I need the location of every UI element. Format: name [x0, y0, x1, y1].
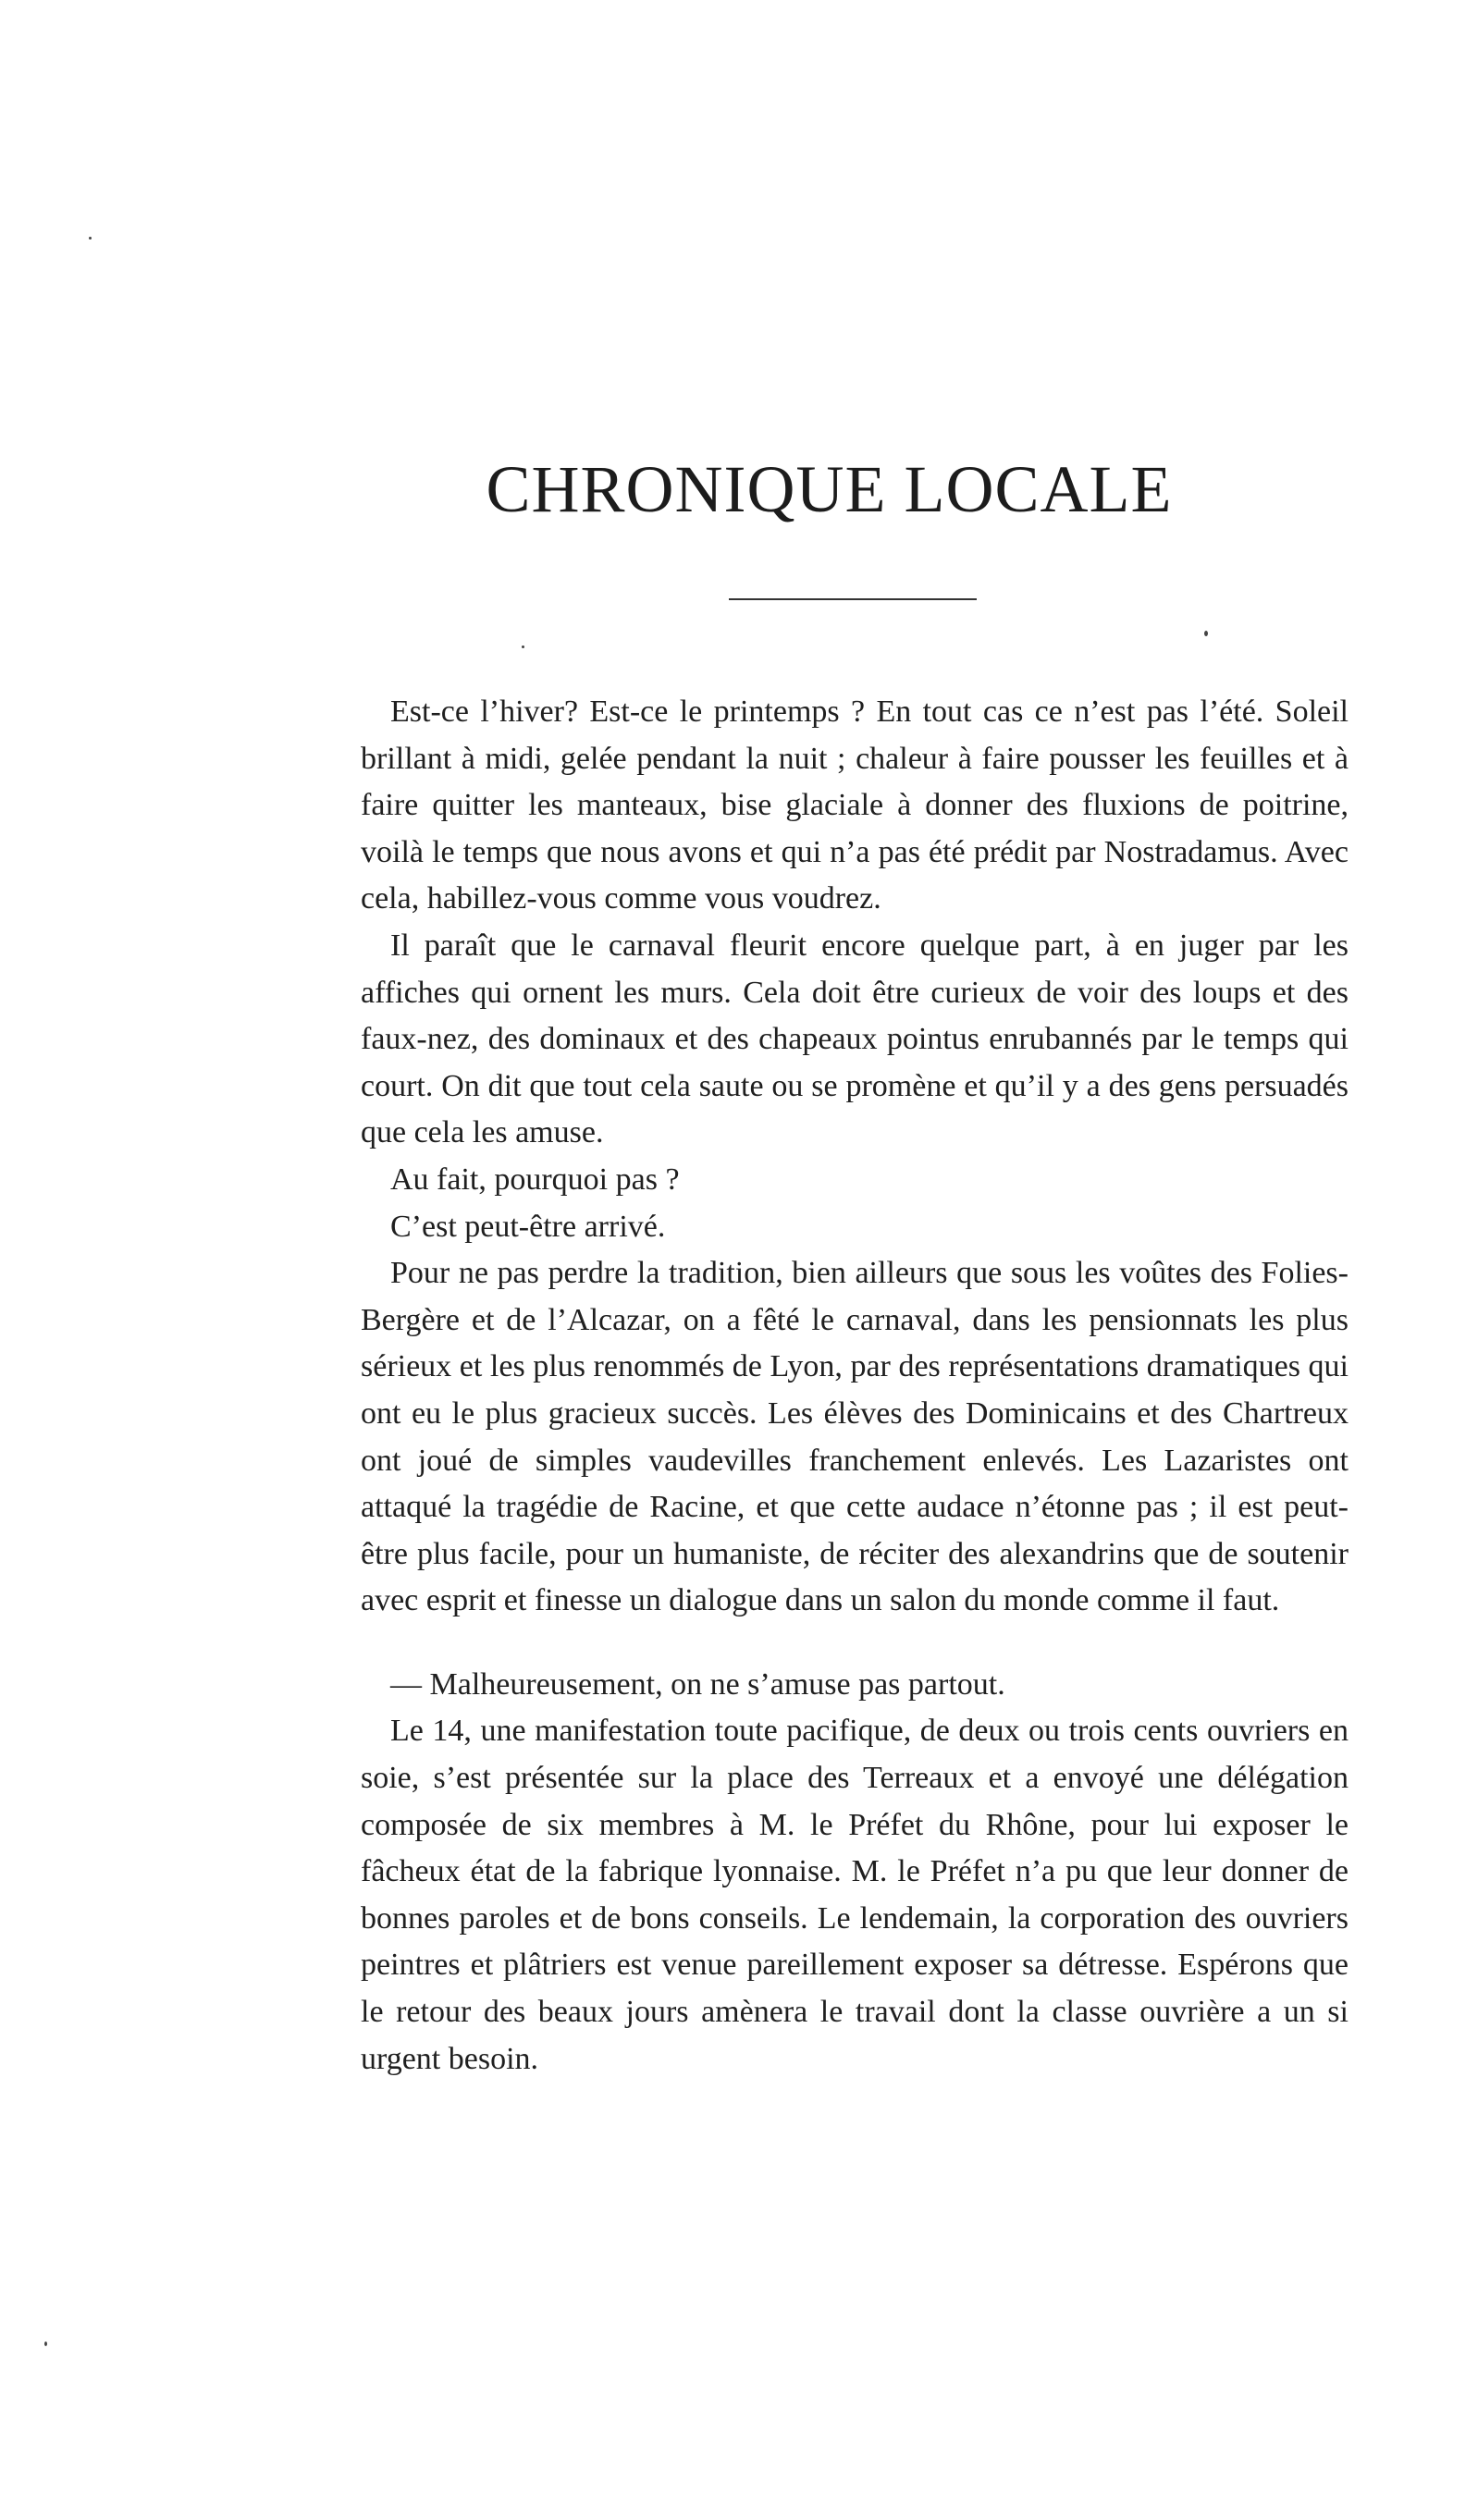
paragraph: — Malheureusement, on ne s’amuse pas partout.	[390, 1666, 1005, 1702]
paragraph: Au fait, pourquoi pas ?	[390, 1162, 680, 1197]
print-speck	[89, 237, 92, 240]
paragraph: Il paraît que le carnaval fleurit encore quelque part, à en juger par les affiches qui ornent les murs. Cela doit être curieux de voir des loups et des faux-nez, des dominaux et des chapeaux pointus enrubannés par le temps qui court. On dit que tout cela saute ou se promène et qu’il y a des gens persuadés que cela les amuse.	[361, 928, 1349, 1150]
article-body	[361, 689, 1349, 2083]
page-title: CHRONIQUE LOCALE	[486, 452, 1173, 526]
paragraph: C’est peut-être arrivé.	[390, 1209, 666, 1244]
paragraph: Est-ce l’hiver? Est-ce le printemps ? En tout cas ce n’est pas l’été. Soleil brillant à midi, gelée pendant la nuit ; chaleur à faire pousser les feuilles et à faire quitter les manteaux, bise glaciale à donner des fluxions de poitrine, voilà le temps que nous avons et qui n’a pas été prédit par Nostradamus. Avec cela, habillez-vous comme vous voudrez.	[361, 695, 1349, 916]
print-speck	[522, 645, 524, 648]
paragraph: Le 14, une manifestation toute pacifique, de deux ou trois cents ouvriers en soie, s’est présentée sur la place des Terreaux et a envoyé une délégation composée de six membres à M. le Préfet du Rhône, pour lui exposer le fâcheux état de la fabrique lyonnaise. M. le Préfet n’a pu que leur donner de bonnes paroles et de bons conseils. Le lendemain, la corporation des ouvriers peintres et plâtriers est venue pareillement exposer sa détresse. Espérons que le retour des beaux jours amènera le travail dont la classe ouvrière a un si urgent besoin.	[361, 1714, 1349, 2076]
print-speck	[1204, 631, 1208, 636]
paragraph: Pour ne pas perdre la tradition, bien ailleurs que sous les voûtes des Folies-Bergère et de l’Alcazar, on a fêté le carnaval, dans les pensionnats les plus sérieux et les plus renommés de Lyon, par des représentations dramatiques qui ont eu le plus gracieux succès. Les élèves des Dominicains et des Chartreux ont joué de simples vaudevilles franchement enlevés. Les Lazaristes ont attaqué la tragédie de Racine, et que cette audace n’étonne pas ; il est peut-être plus facile, pour un humaniste, de réciter des alexandrins que de soutenir avec esprit et finesse un dialogue dans un salon du monde comme il faut.	[361, 1256, 1349, 1618]
print-speck	[44, 2342, 47, 2346]
title-divider	[729, 598, 977, 600]
